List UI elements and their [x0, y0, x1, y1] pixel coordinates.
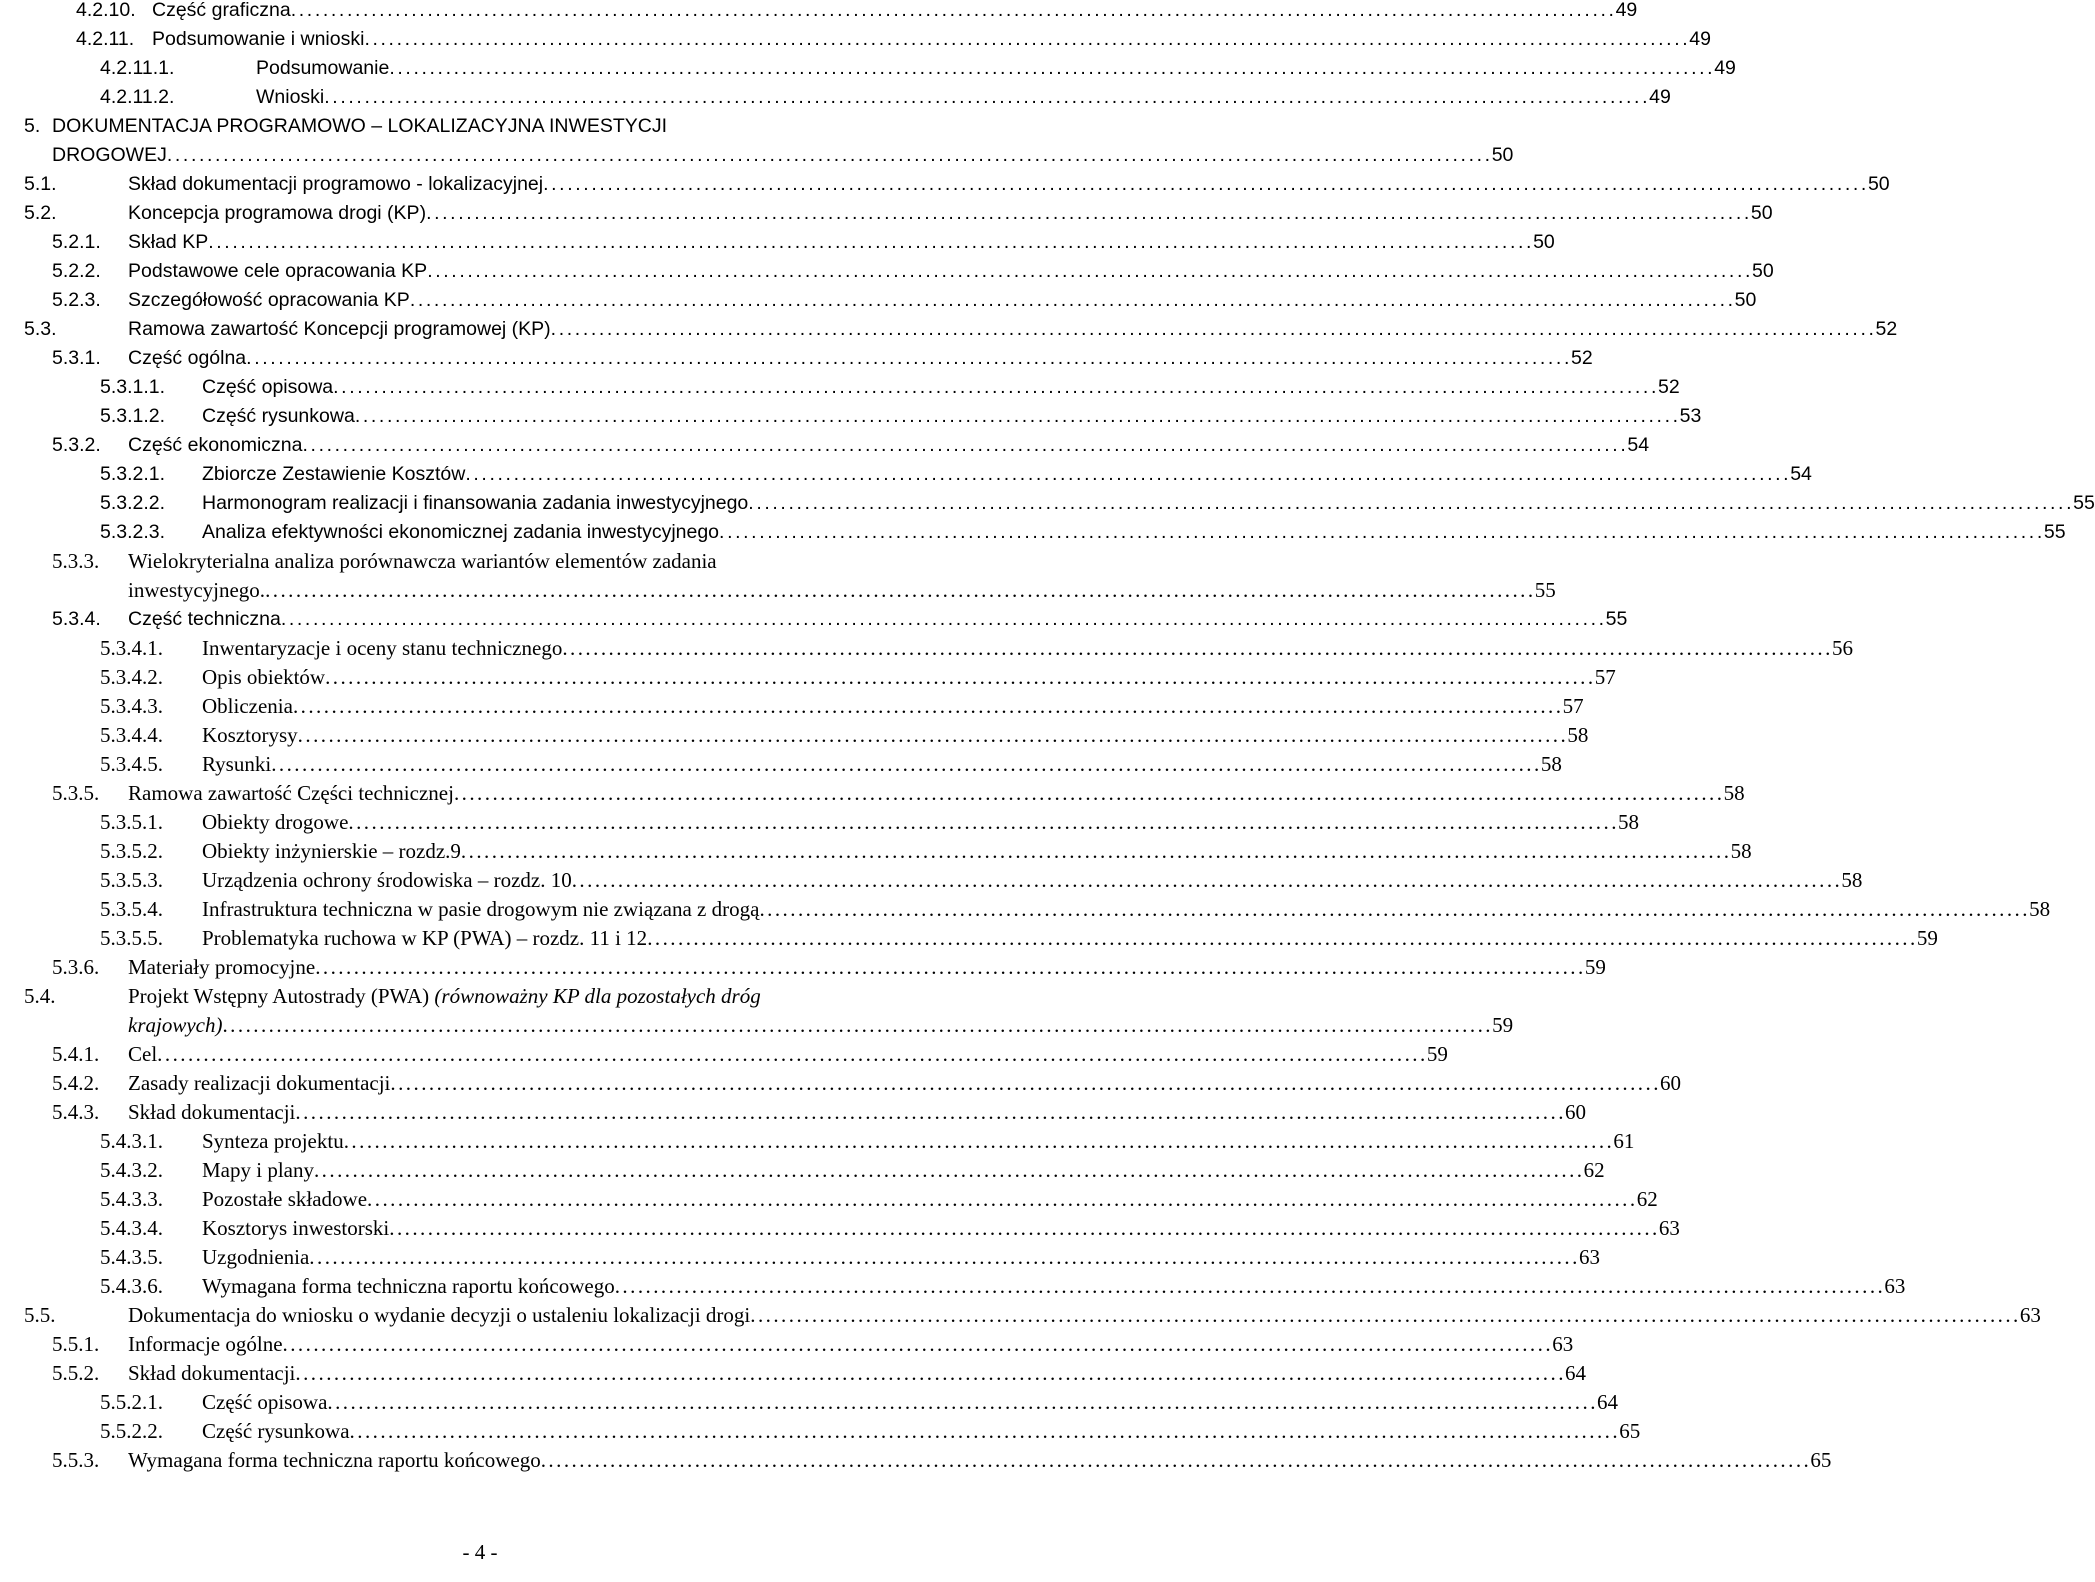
toc-leader-dots — [222, 1011, 1489, 1040]
toc-entry-page: 55 — [1534, 578, 1556, 602]
toc-entry-title: Część graficzna — [152, 0, 291, 21]
toc-entry-title: Skład dokumentacji — [128, 1100, 296, 1124]
toc-entry[interactable] — [0, 1040, 1448, 1069]
toc-leader-dots — [295, 1098, 1562, 1127]
toc-entry-number: 5.5.3. — [52, 1448, 100, 1472]
toc-entry-title: Dokumentacja do wniosku o wydanie decyzji o ustaleniu lokalizacji drogi — [128, 1303, 751, 1327]
toc-entry-title: Kosztorysy — [202, 723, 298, 747]
toc-entry-page: 49 — [1615, 0, 1638, 21]
toc-entry-number: 5.3.4.5. — [100, 752, 163, 776]
toc-entry[interactable] — [0, 1301, 2041, 1330]
toc-entry-body — [202, 460, 1812, 489]
toc-entry[interactable] — [0, 1214, 1680, 1243]
toc-entry[interactable] — [0, 489, 2095, 518]
toc-leader-dots — [465, 460, 1787, 489]
toc-entry[interactable] — [0, 721, 1589, 750]
toc-entry-number: 5.1. — [24, 173, 57, 195]
toc-entry-page: 57 — [1594, 665, 1616, 689]
toc-leader-dots — [454, 779, 1721, 808]
toc-entry-title: Podstawowe cele opracowania KP — [128, 260, 428, 282]
toc-entry-page: 55 — [2073, 492, 2095, 514]
toc-entry-page: 50 — [1734, 289, 1757, 311]
toc-entry-number: 5.3.5.3. — [100, 868, 163, 892]
toc-entry-title: Skład dokumentacji programowo - lokalizacyjnej — [128, 173, 544, 195]
toc-entry-body — [152, 0, 1638, 25]
toc-entry-body — [52, 112, 1514, 170]
toc-entry-number: 5.5.2.1. — [100, 1390, 163, 1414]
toc-entry-number: 5.5.1. — [52, 1332, 100, 1356]
toc-entry-title: Część opisowa — [202, 1390, 328, 1414]
toc-leader-dots — [314, 1156, 1581, 1185]
toc-leader-dots — [298, 721, 1565, 750]
toc-entry-body — [202, 518, 2066, 547]
toc-entry-title: Wielokryterialna analiza porównawcza wariantów elementów zadania — [128, 549, 717, 573]
toc-entry-title: Podsumowanie — [256, 57, 390, 79]
toc-entry-title: Szczegółowość opracowania KP — [128, 289, 410, 311]
toc-entry-number: 5.5.2.2. — [100, 1419, 163, 1443]
toc-entry-title: DOKUMENTACJA PROGRAMOWO – LOKALIZACYJNA INWESTYCJI — [52, 115, 668, 137]
toc-entry[interactable] — [0, 808, 1640, 837]
toc-entry-title: inwestycyjnego. — [128, 578, 266, 602]
toc-leader-dots — [427, 257, 1749, 286]
toc-entry-title: DROGOWEJ — [52, 144, 167, 166]
toc-entry-title: krajowych) — [128, 1013, 223, 1037]
toc-entry-title: Część ogólna — [128, 347, 247, 369]
toc-entry-page: 50 — [1867, 173, 1890, 195]
toc-entry[interactable] — [0, 0, 1638, 25]
toc-entry[interactable] — [0, 1069, 1682, 1098]
toc-entry-title: Obliczenia — [202, 694, 293, 718]
page-number-footer: - 4 - — [462, 1540, 498, 1564]
toc-entry[interactable] — [0, 895, 2051, 924]
toc-entry-body — [202, 837, 1752, 866]
toc-entry-number: 5.4.3.4. — [100, 1216, 163, 1240]
toc-entry-page: 52 — [1657, 376, 1680, 398]
toc-leader-dots — [309, 1243, 1576, 1272]
toc-entry[interactable] — [0, 170, 1890, 199]
toc-entry-number: 5. — [24, 115, 41, 137]
toc-entry-number: 5.3.4.1. — [100, 636, 163, 660]
toc-entry[interactable] — [0, 344, 1593, 373]
toc-entry[interactable] — [0, 866, 1863, 895]
toc-entry-title: Ramowa zawartość Części technicznej — [128, 781, 454, 805]
toc-entry-body — [256, 83, 1671, 112]
toc-entry[interactable] — [0, 634, 1853, 663]
toc-entry[interactable] — [0, 953, 1606, 982]
toc-entry-number: 5.3.5.1. — [100, 810, 163, 834]
toc-entry-title: Część opisowa — [202, 376, 334, 398]
toc-entry-page: 49 — [1689, 28, 1711, 50]
toc-entry-body — [202, 402, 1702, 431]
toc-entry-title: Obiekty drogowe — [202, 810, 349, 834]
toc-entry[interactable] — [0, 518, 2066, 547]
toc-entry-title: Urządzenia ochrony środowiska – rozdz. 10 — [202, 868, 572, 892]
toc-entry-title: Skład dokumentacji — [128, 1361, 296, 1385]
toc-entry-title: Synteza projektu — [202, 1129, 344, 1153]
toc-entry[interactable] — [0, 228, 1555, 257]
toc-entry[interactable] — [0, 1185, 1658, 1214]
toc-entry-page: 58 — [1841, 868, 1863, 892]
toc-entry[interactable] — [0, 547, 1556, 605]
toc-entry-body — [202, 750, 1562, 779]
toc-entry-number: 5.3.1. — [52, 347, 101, 369]
toc-entry-page: 59 — [1584, 955, 1606, 979]
toc-entry-page: 59 — [1916, 926, 1938, 950]
toc-leader-dots — [367, 1185, 1634, 1214]
toc-entry-title: Uzgodnienia — [202, 1245, 310, 1269]
toc-leader-dots — [295, 1359, 1562, 1388]
toc-entry-page: 49 — [1649, 86, 1671, 108]
toc-entry-body — [256, 54, 1736, 83]
toc-entry-title: Analiza efektywności ekonomicznej zadania inwestycyjnego — [202, 521, 720, 543]
toc-entry-body — [128, 547, 1556, 605]
toc-entry-page: 63 — [1552, 1332, 1574, 1356]
toc-leader-dots — [344, 1127, 1611, 1156]
toc-entry-title: Opis obiektów — [202, 665, 326, 689]
toc-entry-page: 60 — [1660, 1071, 1682, 1095]
toc-entry-page: 65 — [1619, 1419, 1641, 1443]
toc-leader-dots — [748, 489, 2070, 518]
toc-entry-page: 58 — [2029, 897, 2051, 921]
toc-entry-page: 59 — [1426, 1042, 1448, 1066]
toc-leader-dots — [389, 1214, 1656, 1243]
toc-entry-page: 63 — [2019, 1303, 2041, 1327]
toc-leader-dots — [327, 1388, 1594, 1417]
toc-entry-title: Obiekty inżynierskie – rozdz.9 — [202, 839, 461, 863]
toc-leader-dots — [291, 0, 1613, 25]
toc-entry-page: 62 — [1636, 1187, 1658, 1211]
toc-entry-page: 63 — [1658, 1216, 1680, 1240]
toc-entry-body — [202, 924, 1938, 953]
toc-entry[interactable] — [0, 112, 1514, 170]
toc-entry-body — [202, 1214, 1680, 1243]
toc-entry-page: 50 — [1750, 202, 1773, 224]
toc-entry[interactable] — [0, 1388, 1619, 1417]
toc-entry-number: 5.4.3.5. — [100, 1245, 163, 1269]
toc-entry-number: 5.5. — [24, 1303, 56, 1327]
toc-entry-page: 49 — [1714, 57, 1736, 79]
toc-leader-dots — [364, 25, 1686, 54]
toc-leader-dots — [303, 431, 1625, 460]
toc-leader-dots — [283, 1330, 1550, 1359]
toc-entry-number: 5.2. — [24, 202, 57, 224]
toc-leader-dots — [350, 1417, 1617, 1446]
toc-entry-title: Inwentaryzacje i oceny stanu technicznego — [202, 636, 563, 660]
toc-entry-title: (równoważny KP dla pozostałych dróg — [434, 984, 761, 1008]
toc-entry[interactable] — [0, 692, 1584, 721]
toc-entry[interactable] — [0, 315, 1898, 344]
toc-entry-page: 55 — [1605, 608, 1628, 630]
toc-leader-dots — [167, 141, 1489, 170]
toc-entry-number: 5.3.5.2. — [100, 839, 163, 863]
toc-entry-number: 5.4.3. — [52, 1100, 100, 1124]
toc-leader-dots — [543, 170, 1865, 199]
toc-entry-number: 5.3.4.2. — [100, 665, 163, 689]
toc-entry-body — [202, 692, 1584, 721]
toc-entry-body — [152, 25, 1711, 54]
toc-leader-dots — [293, 692, 1560, 721]
toc-entry-body — [202, 1272, 1906, 1301]
toc-leader-dots — [325, 663, 1592, 692]
toc-entry-title: Część rysunkowa — [202, 405, 355, 427]
toc-entry-body — [128, 1359, 1587, 1388]
toc-entry-number: 5.4.3.6. — [100, 1274, 163, 1298]
toc-leader-dots — [390, 1069, 1657, 1098]
toc-entry[interactable] — [0, 402, 1702, 431]
toc-entry-number: 4.2.11.1. — [100, 57, 175, 79]
toc-leader-dots — [389, 54, 1711, 83]
toc-entry-number: 5.3.2.1. — [100, 463, 166, 485]
toc-entry[interactable] — [0, 257, 1774, 286]
toc-entry-page: 50 — [1533, 231, 1555, 253]
toc-entry-title: Wnioski — [256, 86, 325, 108]
toc-entry[interactable] — [0, 373, 1680, 402]
toc-leader-dots — [615, 1272, 1882, 1301]
toc-entry-page: 58 — [1540, 752, 1562, 776]
toc-entry-body — [128, 315, 1898, 344]
toc-entry[interactable] — [0, 1156, 1605, 1185]
toc-entry-title: Zbiorcze Zestawienie Kosztów — [202, 463, 466, 485]
toc-entry-title: Koncepcja programowa drogi (KP) — [128, 202, 427, 224]
toc-entry-body — [202, 1388, 1619, 1417]
toc-entry-title: Część ekonomiczna — [128, 434, 303, 456]
toc-entry-page: 63 — [1884, 1274, 1906, 1298]
toc-entry[interactable] — [0, 199, 1773, 228]
toc-leader-dots — [246, 344, 1568, 373]
toc-entry-number: 5.3.4.4. — [100, 723, 163, 747]
toc-leader-dots — [315, 953, 1582, 982]
toc-entry-body — [128, 228, 1555, 257]
toc-entry-number: 5.3.5.4. — [100, 897, 163, 921]
toc-entry-page: 64 — [1597, 1390, 1619, 1414]
toc-entry[interactable] — [0, 431, 1650, 460]
toc-entry-number: 5.3.2. — [52, 434, 101, 456]
toc-entry[interactable] — [0, 1272, 1906, 1301]
toc-entry-body — [202, 721, 1589, 750]
toc-entry-page: 63 — [1578, 1245, 1600, 1269]
toc-entry-body — [202, 895, 2051, 924]
toc-leader-dots — [281, 605, 1603, 634]
toc-entry-body — [202, 866, 1863, 895]
toc-entry-number: 5.4.3.1. — [100, 1129, 163, 1153]
toc-entry-body — [202, 663, 1616, 692]
toc-entry-body — [128, 1098, 1587, 1127]
toc-entry-page: 59 — [1492, 1013, 1514, 1037]
toc-entry-body — [202, 1127, 1635, 1156]
toc-entry-title: Część rysunkowa — [202, 1419, 350, 1443]
toc-entry-body — [128, 982, 1514, 1040]
toc-leader-dots — [750, 1301, 2017, 1330]
toc-entry-title: Część techniczna — [128, 608, 281, 630]
toc-entry-page: 60 — [1565, 1100, 1587, 1124]
toc-entry[interactable] — [0, 25, 1711, 54]
toc-entry-title: Skład KP — [128, 231, 209, 253]
toc-entry[interactable] — [0, 605, 1628, 634]
toc-entry-body — [128, 257, 1774, 286]
toc-entry-page: 61 — [1613, 1129, 1635, 1153]
toc-entry-body — [128, 431, 1650, 460]
toc-entry-number: 4.2.10. — [76, 0, 136, 21]
toc-entry-body — [128, 344, 1593, 373]
toc-entry-page: 58 — [1730, 839, 1752, 863]
toc-entry[interactable] — [0, 1243, 1600, 1272]
toc-entry-page: 52 — [1571, 347, 1593, 369]
toc-entry-title: Podsumowanie i wnioski — [152, 28, 365, 50]
toc-entry-body — [202, 634, 1853, 663]
toc-leader-dots — [562, 634, 1829, 663]
toc-entry-number: 5.4.3.2. — [100, 1158, 163, 1182]
toc-entry-title: Wymagana forma techniczna raportu końcowego — [128, 1448, 541, 1472]
toc-entry[interactable] — [0, 83, 1671, 112]
toc-entry[interactable] — [0, 1417, 1641, 1446]
toc-entry-title: Cel — [128, 1042, 158, 1066]
toc-entry-number: 5.3.4.3. — [100, 694, 163, 718]
toc-entry-title: Zasady realizacji dokumentacji — [128, 1071, 391, 1095]
toc-entry-body — [128, 1330, 1574, 1359]
toc-leader-dots — [157, 1040, 1424, 1069]
toc-entry-number: 5.5.2. — [52, 1361, 100, 1385]
toc-leader-dots — [461, 837, 1728, 866]
toc-entry-number: 4.2.11.2. — [100, 86, 175, 108]
toc-leader-dots — [541, 1446, 1808, 1475]
toc-entry-body — [202, 373, 1680, 402]
toc-entry-page: 58 — [1618, 810, 1640, 834]
toc-entry-body — [128, 1069, 1682, 1098]
toc-entry-body — [128, 1040, 1448, 1069]
toc-entry-page: 62 — [1583, 1158, 1605, 1182]
toc-entry[interactable] — [0, 924, 1938, 953]
toc-entry-page: 54 — [1627, 434, 1650, 456]
toc-entry-title: Kosztorys inwestorski — [202, 1216, 390, 1240]
toc-entry-number: 5.4.3.3. — [100, 1187, 163, 1211]
toc-leader-dots — [426, 199, 1748, 228]
toc-entry-body — [128, 1301, 2041, 1330]
toc-entry[interactable] — [0, 1446, 1832, 1475]
toc-leader-dots — [647, 924, 1914, 953]
toc-leader-dots — [572, 866, 1839, 895]
toc-entry[interactable] — [0, 54, 1736, 83]
toc-entry-body — [128, 953, 1606, 982]
toc-entry-title: Mapy i plany — [202, 1158, 314, 1182]
toc-entry-title: Ramowa zawartość Koncepcji programowej (KP) — [128, 318, 551, 340]
toc-leader-dots — [410, 286, 1732, 315]
toc-entry[interactable] — [0, 460, 1812, 489]
toc-entry-body — [202, 1243, 1600, 1272]
toc-entry-body — [128, 199, 1773, 228]
toc-entry-title: Wymagana forma techniczna raportu końcowego — [202, 1274, 615, 1298]
toc-entry-number: 5.3. — [24, 318, 57, 340]
toc-leader-dots — [333, 373, 1655, 402]
toc-entry-number: 5.4. — [24, 984, 56, 1008]
toc-entry[interactable] — [0, 286, 1757, 315]
toc-entry-page: 57 — [1562, 694, 1584, 718]
toc-entry-page: 52 — [1875, 318, 1898, 340]
toc-entry-page: 64 — [1565, 1361, 1587, 1385]
toc-entry-number: 5.3.1.1. — [100, 376, 166, 398]
toc-entry-number: 5.4.1. — [52, 1042, 100, 1066]
toc-leader-dots — [759, 895, 2026, 924]
toc-leader-dots — [719, 518, 2041, 547]
toc-entry[interactable] — [0, 750, 1562, 779]
toc-entry[interactable] — [0, 1359, 1587, 1388]
toc-entry-number: 5.2.1. — [52, 231, 101, 253]
toc-entry-page: 65 — [1810, 1448, 1832, 1472]
toc-entry-page: 53 — [1679, 405, 1702, 427]
toc-entry[interactable] — [0, 663, 1616, 692]
toc-entry-title: Harmonogram realizacji i finansowania zadania inwestycyjnego — [202, 492, 749, 514]
toc-entry-body — [128, 1446, 1832, 1475]
toc-entry-title: Projekt Wstępny Autostrady (PWA) — [128, 984, 435, 1008]
toc-entry-body — [128, 286, 1757, 315]
toc-leader-dots — [355, 402, 1677, 431]
toc-entry[interactable] — [0, 982, 1514, 1040]
toc-entry-number: 5.3.5.5. — [100, 926, 163, 950]
toc-entry-body — [202, 489, 2095, 518]
toc-entry-number: 5.2.3. — [52, 289, 101, 311]
toc-entry-number: 5.3.5. — [52, 781, 100, 805]
toc-entry[interactable] — [0, 779, 1745, 808]
toc-entry-number: 5.3.2.3. — [100, 521, 166, 543]
toc-entry-title: Materiały promocyjne — [128, 955, 316, 979]
toc-entry-page: 54 — [1790, 463, 1812, 485]
toc-entry-title: Pozostałe składowe — [202, 1187, 368, 1211]
toc-entry-number: 5.3.4. — [52, 608, 101, 630]
toc-entry-number: 4.2.11. — [76, 28, 135, 50]
toc-entry-number: 5.3.6. — [52, 955, 100, 979]
toc-leader-dots — [551, 315, 1873, 344]
toc-entry-number: 5.3.2.2. — [100, 492, 166, 514]
toc-entry[interactable] — [0, 1127, 1635, 1156]
toc-entry-page: 50 — [1752, 260, 1774, 282]
toc-entry-title: Informacje ogólne — [128, 1332, 283, 1356]
toc-entry-title: Infrastruktura techniczna w pasie drogowym nie związana z drogą — [202, 897, 760, 921]
toc-entry-body — [202, 1156, 1605, 1185]
toc-leader-dots — [265, 576, 1532, 605]
toc-entry-body — [128, 605, 1628, 634]
toc-entry-number: 5.3.1.2. — [100, 405, 166, 427]
toc-entry-number: 5.3.3. — [52, 549, 100, 573]
toc-entry-page: 58 — [1723, 781, 1745, 805]
toc-entry-body — [128, 779, 1745, 808]
toc-entry-title: Problematyka ruchowa w KP (PWA) – rozdz. 11 i 12 — [202, 926, 648, 950]
toc-entry-page: 55 — [2043, 521, 2066, 543]
toc-entry-body — [202, 808, 1640, 837]
toc-leader-dots — [324, 83, 1646, 112]
toc-entry-title: Rysunki — [202, 752, 272, 776]
toc-entry[interactable] — [0, 1330, 1574, 1359]
toc-entry[interactable] — [0, 1098, 1587, 1127]
toc-entry[interactable] — [0, 837, 1752, 866]
toc-entry-body — [202, 1185, 1658, 1214]
toc-leader-dots — [348, 808, 1615, 837]
toc-entry-body — [128, 170, 1890, 199]
toc-leader-dots — [208, 228, 1530, 257]
toc-leader-dots — [271, 750, 1538, 779]
toc-entry-page: 56 — [1831, 636, 1853, 660]
toc-entry-number: 5.2.2. — [52, 260, 101, 282]
toc-entry-number: 5.4.2. — [52, 1071, 100, 1095]
toc-entry-body — [202, 1417, 1641, 1446]
toc-entry-page: 58 — [1567, 723, 1589, 747]
toc-entry-page: 50 — [1491, 144, 1514, 166]
